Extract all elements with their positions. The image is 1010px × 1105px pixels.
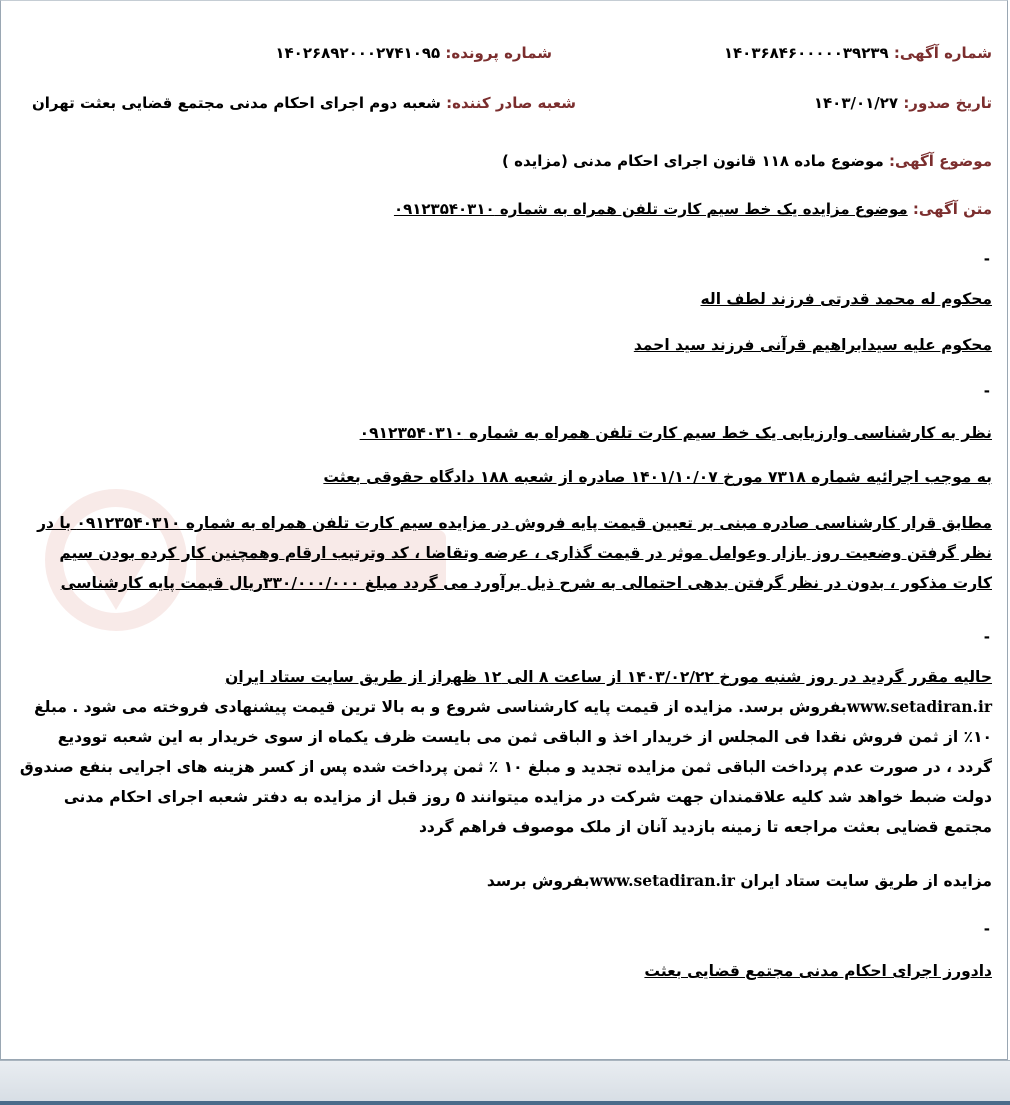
plaintiff-line: محکوم له محمد قدرتی فرزند لطف اله [700, 290, 992, 308]
ad-text-value: موضوع مزایده یک خط سیم کارت تلفن همراه به شماره ۰۹۱۲۳۵۴۰۳۱۰ [393, 200, 908, 218]
ad-number-label: شماره آگهی: [893, 44, 992, 62]
ad-text-label: متن آگهی: [912, 200, 992, 218]
site-url: www.setadiran.ir [846, 697, 992, 716]
separator-dash: - [983, 628, 990, 646]
issue-date [814, 94, 992, 112]
sale-via-suffix: بفروش برسد [486, 872, 590, 890]
separator-dash: - [983, 920, 990, 938]
issue-date-label: تاریخ صدور: [903, 94, 992, 112]
defendant-line: محکوم علیه سیدابراهیم قرآنی فرزند سید احمد [633, 336, 992, 354]
ad-number [724, 44, 992, 62]
site-url-2: www.setadiran.ir [589, 871, 735, 890]
case-number [275, 44, 552, 62]
issuer-label: شعبه صادر کننده: [446, 94, 576, 112]
ad-subject-label: موضوع آگهی: [888, 152, 992, 170]
separator-dash: - [983, 382, 990, 400]
separator-dash: - [983, 250, 990, 268]
ad-subject [502, 152, 992, 170]
expert-opinion-line: نظر به کارشناسی وارزیابی یک خط سیم کارت تلفن همراه به شماره ۰۹۱۲۳۵۴۰۳۱۰ [359, 424, 992, 442]
auction-terms-text-1: بفروش برسد. مزایده از قیمت پایه کارشناسی شروع و به بالا ترین قیمت پیشنهادی فروخته می شود . [72, 698, 847, 716]
execution-order-line: به موجب اجرائیه شماره ۷۳۱۸ مورخ ۱۴۰۱/۱۰/۰۷ صادره از شعبه ۱۸۸ دادگاه حقوقی بعثت [323, 468, 992, 486]
auction-terms-text-2: مبلغ ۱۰٪ از ثمن فروش نقدا فی المجلس از خریدار اخذ و الباقی ثمن می بایست ظرف یکماه از سوی خریدار به این شعبه توودیع گردد ، در صورت عدم پرداخت الباقی ثمن مزایده تجدید و مبلغ ۱۰ ٪ ثمن پرداخت شده پس از کسر هزینه های اجرایی بنفع صندوق دولت ضبط خواهد شد کلیه علاقمندان جهت شرکت در مزایده میتوانند ۵ روز قبل از مزایده به دفتر شعبه اجرای احکام مدنی مجتمع قضایی بعثت مراجعه تا زمینه بازدید آنان از ملک موصوف فراهم گردد [19, 698, 992, 836]
auction-line: حالیه مقرر گردید در روز شنبه مورخ ۱۴۰۳/۰۲/۲۲ از ساعت ۸ الی ۱۲ ظهراز از طریق سایت ستاد ایران [225, 668, 992, 686]
signature-line: دادورز اجرای احکام مدنی مجتمع قضایی بعثت [644, 962, 992, 980]
ad-number-value: ۱۴۰۳۶۸۴۶۰۰۰۰۰۳۹۲۳۹ [723, 44, 889, 62]
window-bottom-bar [0, 1060, 1010, 1105]
appraisal-paragraph: مطابق قرار کارشناسی صادره مبنی بر تعیین قیمت پایه فروش در مزایده سیم کارت تلفن همراه به شماره ۰۹۱۲۳۵۴۰۳۱۰ با در نظر گرفتن وضعیت روز بازار وعوامل موثر در قیمت گذاری ، عرضه وتقاضا ، کد وترتیب ارقام وهمچنین کار کرده بودن سیم کارت مذکور ، بدون در نظر گرفتن بدهی احتمالی به شرح ذیل برآورد می گردد مبلغ ۳۳۰/۰۰۰/۰۰۰ریال قیمت پایه کارشناسی [37, 514, 992, 592]
case-number-value: ۱۴۰۲۶۸۹۲۰۰۰۲۷۴۱۰۹۵ [275, 44, 441, 62]
sale-via-line [18, 866, 992, 896]
case-number-label: شماره پرونده: [445, 44, 552, 62]
issuer-value: شعبه دوم اجرای احکام مدنی مجتمع قضایی بعثت تهران [31, 94, 441, 112]
ad-subject-value: موضوع ماده ۱۱۸ قانون اجرای احکام مدنی (مزایده ) [502, 152, 884, 170]
issuer [32, 94, 576, 112]
ad-text [394, 200, 992, 218]
sale-via-prefix: مزایده از طریق سایت ستاد ایران [734, 872, 992, 890]
auction-terms [18, 692, 992, 842]
issue-date-value: ۱۴۰۳/۰۱/۲۷ [813, 94, 899, 112]
